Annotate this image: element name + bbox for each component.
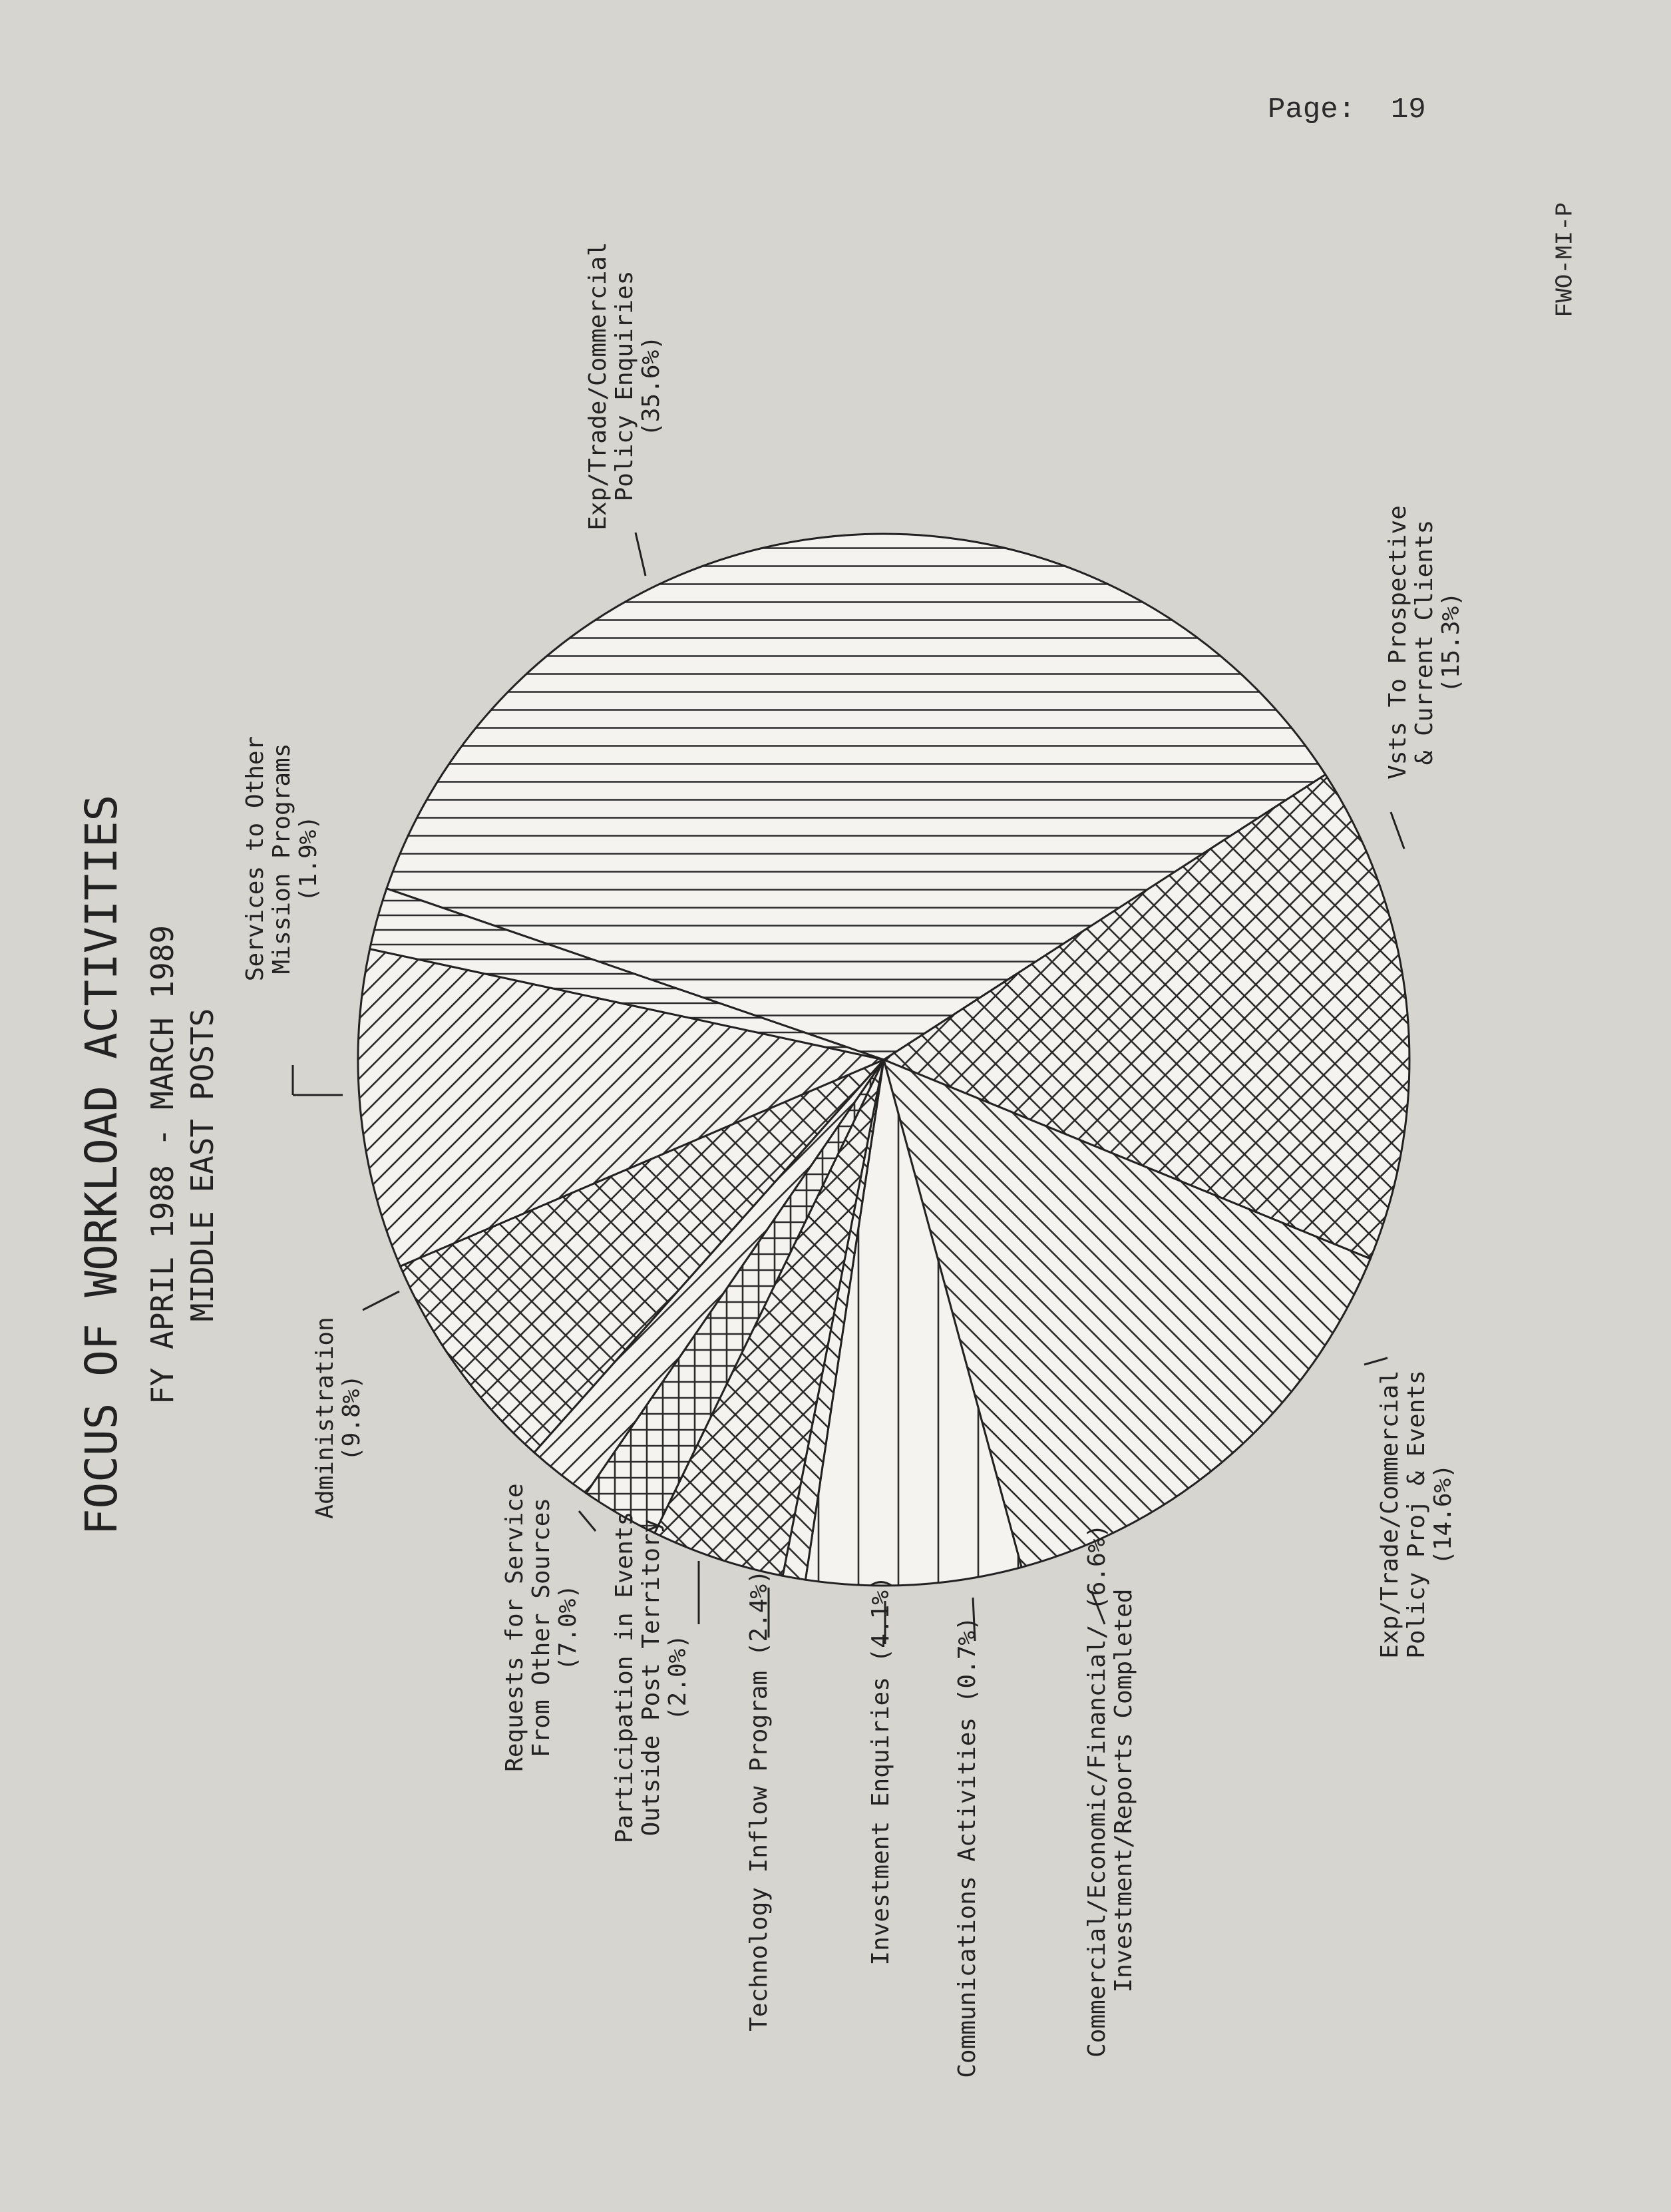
slice-label-5-line-1: Communications Activities (0.7%) bbox=[954, 1616, 981, 2078]
slice-label-8-line-1: Participation in Events bbox=[611, 1511, 638, 1844]
slice-label-10-line-2: (9.8%) bbox=[338, 1374, 365, 1462]
slice-label-6-line-1: Investment Enquiries (4.1%) bbox=[867, 1576, 894, 1966]
slice-label-2-line-1: Vsts To Prospective bbox=[1384, 505, 1411, 779]
document-code: FWO-MI-P bbox=[1551, 202, 1579, 318]
slice-label-1-line-1: Exp/Trade/Commercial bbox=[584, 242, 612, 531]
slice-label-9-line-3: (7.0%) bbox=[554, 1584, 582, 1671]
slice-label-1-line-3: (35.6%) bbox=[638, 335, 665, 437]
slice-label-11-line-2: Mission Programs bbox=[268, 743, 295, 975]
slice-label-8-line-3: (2.0%) bbox=[664, 1634, 691, 1721]
leader-line-2 bbox=[1391, 812, 1404, 849]
page-number: Page: 19 bbox=[1268, 93, 1426, 126]
chart-subtitle-1: FY APRIL 1988 - MARCH 1989 bbox=[144, 925, 180, 1405]
leader-line-10 bbox=[363, 1291, 399, 1310]
slice-label-9-line-2: From Other Sources bbox=[528, 1497, 555, 1758]
slice-label-3-line-2: Policy Proj & Events bbox=[1403, 1370, 1430, 1659]
slice-label-8-line-2: Outside Post Territory bbox=[638, 1518, 665, 1837]
chart-title: FOCUS OF WORKLOAD ACTIVITIES bbox=[76, 794, 127, 1536]
leader-line-1 bbox=[636, 533, 646, 576]
slice-label-3-line-1: Exp/Trade/Commercial bbox=[1376, 1370, 1403, 1659]
slice-label-2-line-3: (15.3%) bbox=[1437, 592, 1465, 693]
chart-subtitle-2: MIDDLE EAST POSTS bbox=[184, 1008, 220, 1322]
slice-label-7-line-1: Technology Inflow Program (2.4%) bbox=[745, 1570, 773, 2032]
slice-label-10-line-1: Administration bbox=[311, 1317, 339, 1519]
slice-label-9-line-1: Requests for Service bbox=[501, 1483, 528, 1772]
leader-line-9 bbox=[579, 1511, 596, 1531]
slice-label-4-line-2: Investment/Reports Completed bbox=[1110, 1588, 1137, 1993]
slice-label-11-line-1: Services to Other bbox=[242, 736, 269, 982]
slice-label-4-line-1: Commercial/Economic/Financial/ (6.6%) bbox=[1083, 1524, 1111, 2058]
slice-label-3-line-3: (14.6%) bbox=[1429, 1464, 1457, 1565]
slice-label-2-line-2: & Current Clients bbox=[1411, 519, 1438, 766]
leader-line-3 bbox=[1364, 1358, 1388, 1365]
slice-label-11-line-3: (1.9%) bbox=[295, 815, 322, 903]
slice-label-1-line-2: Policy Enquiries bbox=[611, 270, 638, 502]
